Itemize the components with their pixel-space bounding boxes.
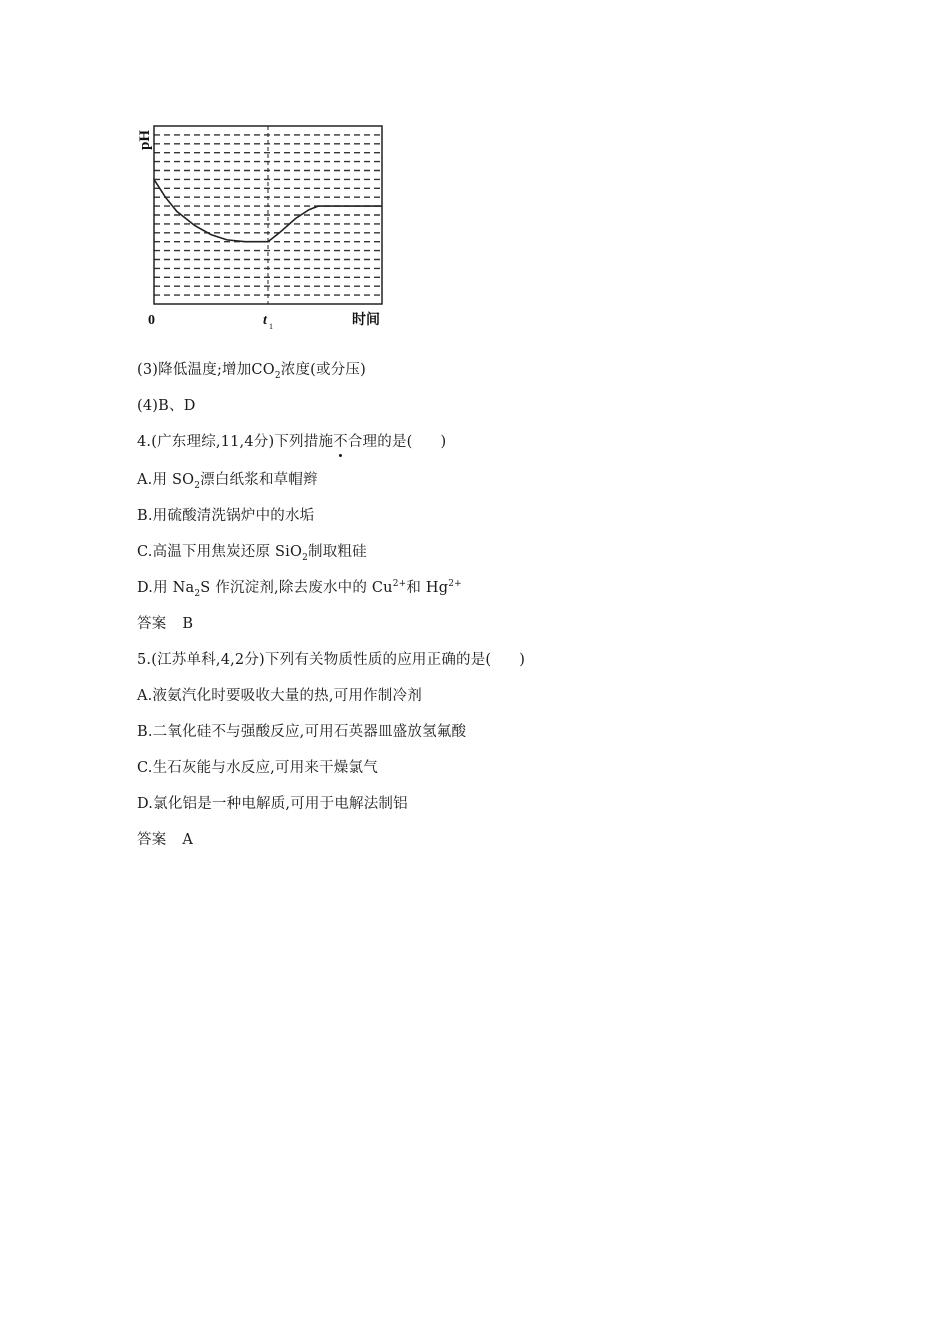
q3-subscript: 2 — [274, 370, 281, 381]
q4-d-and: 和 Hg — [406, 580, 449, 596]
x-axis-label: 时间 — [352, 312, 380, 328]
q5-a-text: A.液氨汽化时要吸收大量的热,可用作制冷剂 — [137, 688, 422, 704]
q4-c-pre: C.高温下用焦炭还原 SiO — [137, 544, 303, 560]
q4-prev-answer-text: (4)B、D — [137, 398, 196, 414]
q4-a-post: 漂白纸浆和草帽辫 — [200, 472, 318, 488]
q3-answer-line — [137, 360, 366, 380]
q5-answer-label: 答案 — [137, 832, 167, 848]
q4-option-c — [137, 542, 367, 562]
q5-option-a — [137, 686, 422, 706]
q4-d-sup2: 2+ — [448, 579, 462, 590]
q4-b-text: B.用硫酸清洗锅炉中的水垢 — [137, 508, 315, 524]
q4-option-d — [137, 578, 462, 598]
q4-stem-pre: 4.(广东理综,11,4分)下列措施 — [137, 434, 334, 450]
q4-stem-close: ) — [440, 434, 447, 450]
grid-lines — [154, 135, 382, 295]
ph-chart-svg — [130, 118, 400, 338]
q4-answer-line — [137, 614, 193, 634]
q4-option-a — [137, 470, 318, 490]
q5-d-text: D.氯化铝是一种电解质,可用于电解法制铝 — [137, 796, 408, 812]
q4-c-post: 制取粗硅 — [308, 544, 367, 560]
q5-stem-close: ) — [519, 652, 526, 668]
x-tick-t-subscript: 1 — [269, 322, 273, 331]
q5-option-b — [137, 722, 466, 742]
q5-stem-text: 5.(江苏单科,4,2分)下列有关物质性质的应用正确的是( — [137, 652, 492, 668]
q4-a-pre: A.用 SO — [137, 472, 195, 488]
q5-option-c — [137, 758, 378, 778]
q4-c-sub: 2 — [302, 552, 308, 563]
q4-d-sub: 2 — [194, 588, 201, 599]
q4-d-pre: D.用 Na — [137, 580, 195, 596]
q4-stem-post: 合理的是( — [347, 434, 413, 450]
q5-answer-line — [137, 830, 193, 850]
q5-c-text: C.生石灰能与水反应,可用来干燥氯气 — [137, 760, 378, 776]
q3-answer-tail: 浓度(或分压) — [280, 362, 366, 378]
q4-d-sup1: 2+ — [392, 579, 407, 590]
q4-option-b — [137, 506, 314, 526]
q4-d-mid: S 作沉淀剂,除去废水中的 Cu — [200, 580, 393, 596]
q4-a-sub: 2 — [194, 480, 201, 491]
q4-answer-label: 答案 — [137, 616, 167, 632]
q5-option-d — [137, 794, 408, 814]
q5-b-text: B.二氧化硅不与强酸反应,可用石英器皿盛放氢氟酸 — [137, 724, 467, 740]
q3-answer-text: (3)降低温度;增加CO — [137, 362, 275, 378]
x-tick-0: 0 — [148, 313, 155, 328]
x-tick-t: t — [263, 313, 267, 328]
q4-stem-emphasized-word: 不 — [333, 434, 348, 450]
y-axis-label: pH — [137, 129, 153, 150]
q5-stem-line — [137, 650, 525, 670]
q4-prev-answer-line — [137, 396, 196, 416]
ph-time-chart — [130, 118, 400, 338]
q4-stem-line — [137, 432, 446, 452]
q5-answer-value: A — [182, 832, 194, 848]
q4-answer-value: B — [182, 616, 194, 632]
